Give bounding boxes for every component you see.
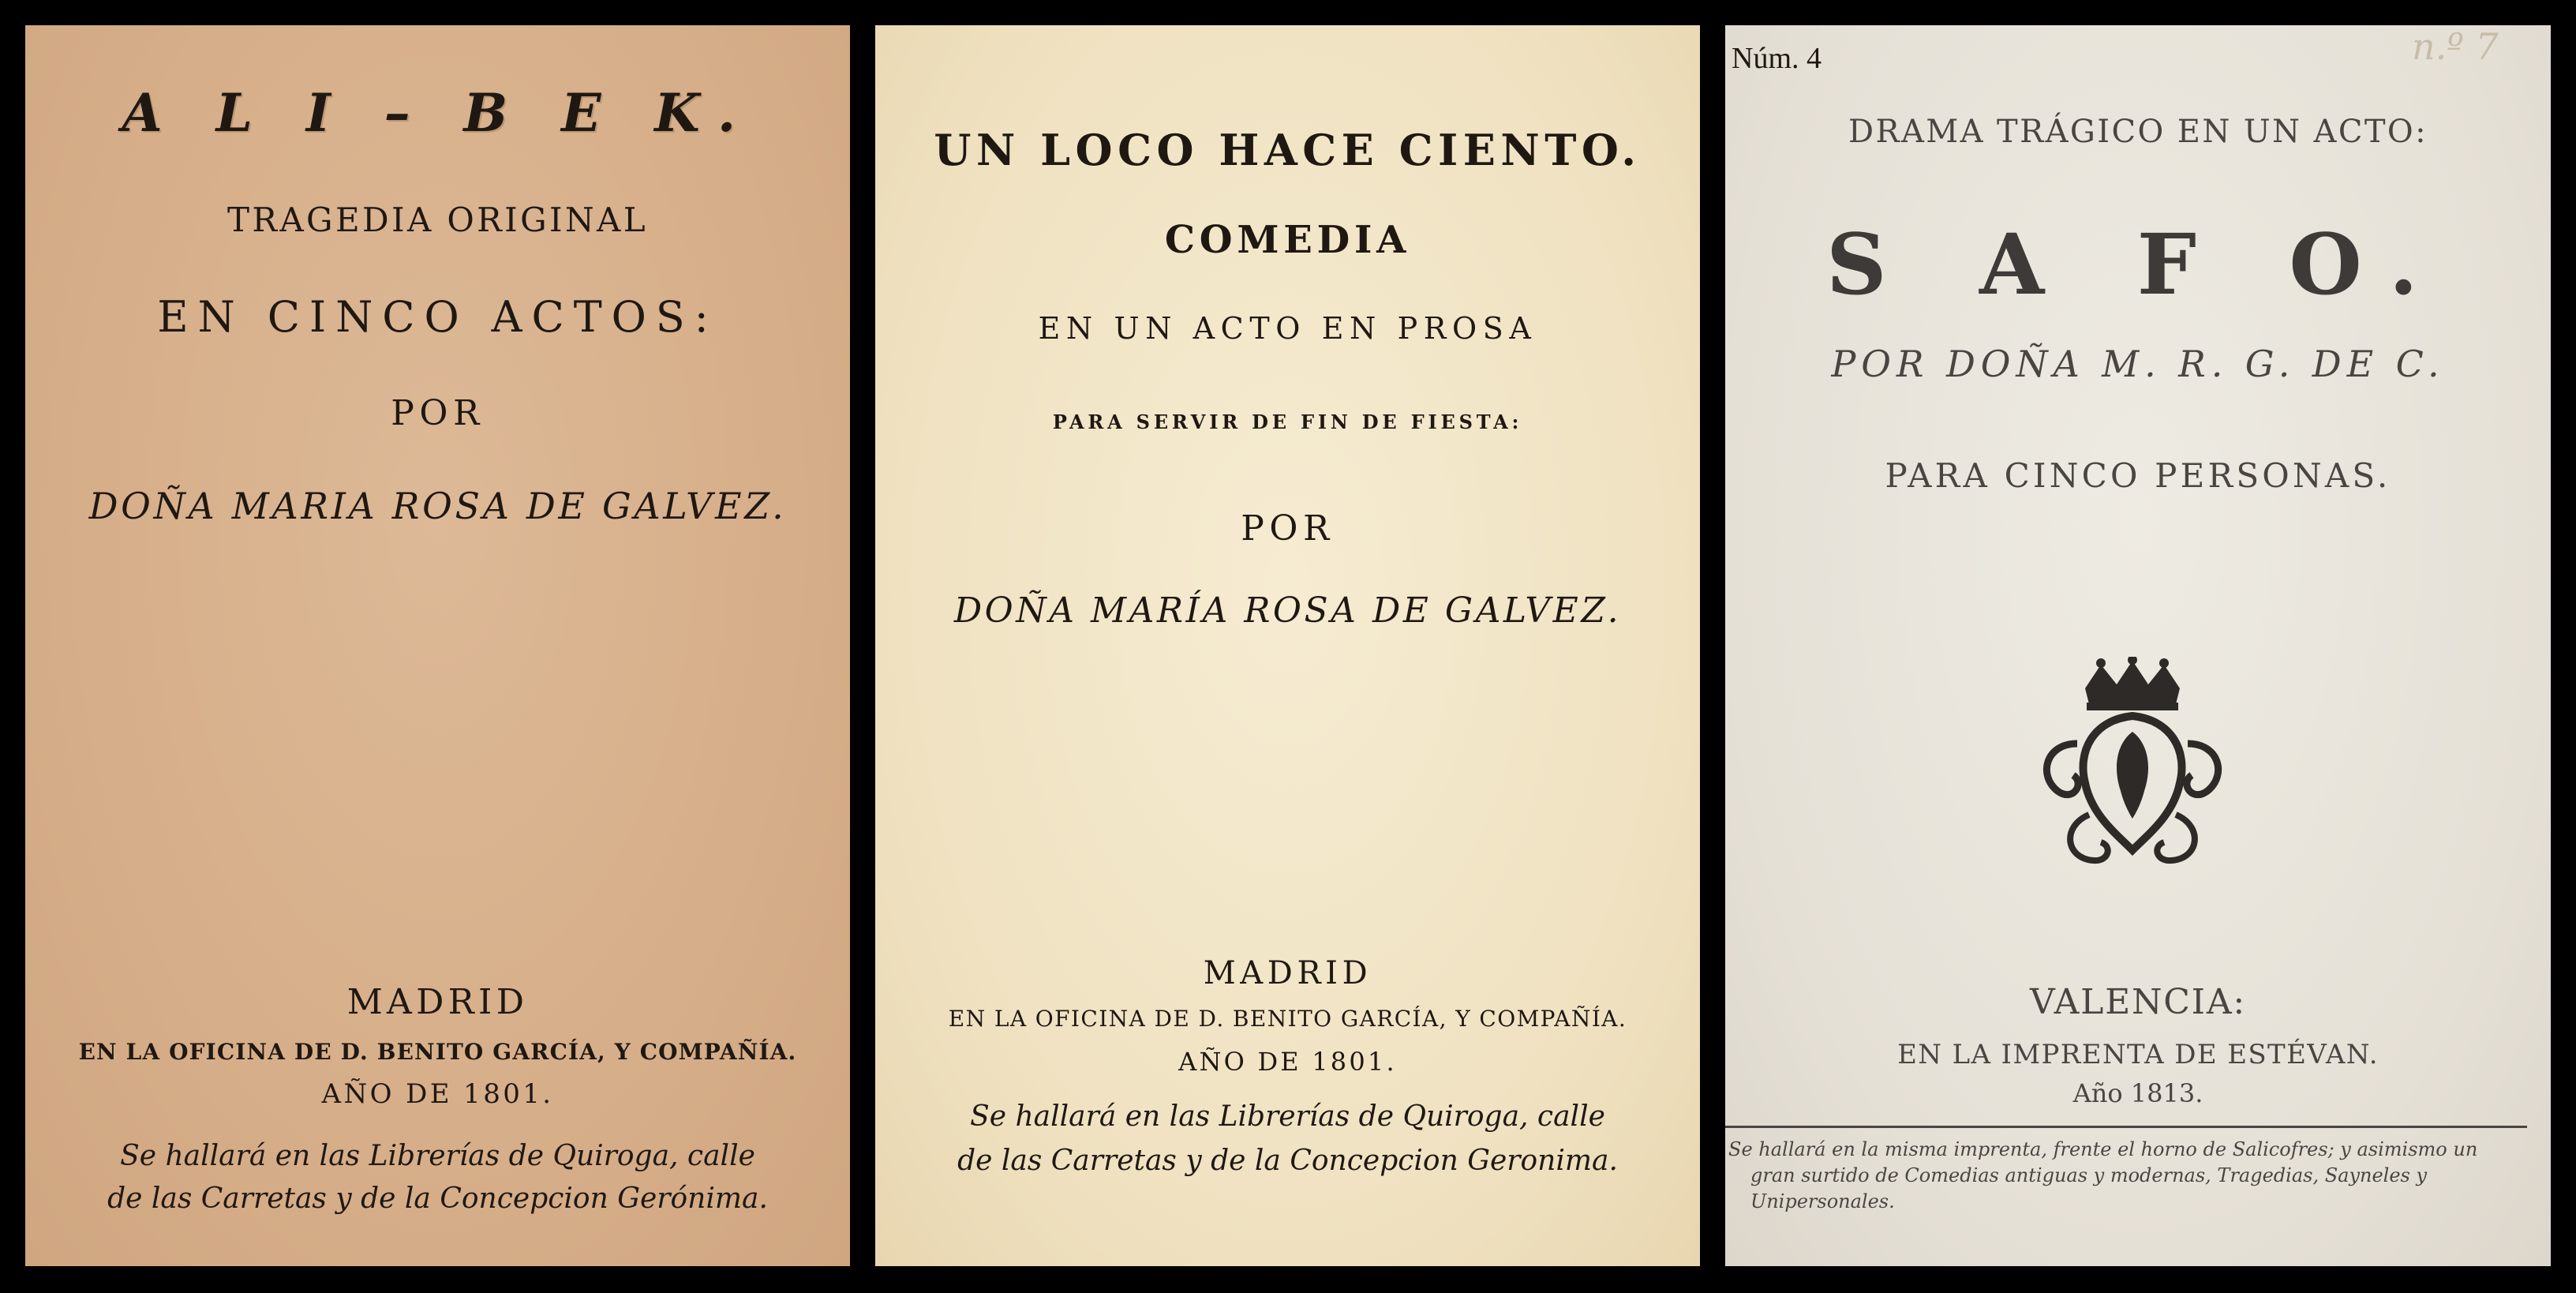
author-name: POR DOÑA M. R. G. DE C.: [1831, 343, 2445, 385]
sale-note-line-2: gran surtido de Comedias antiguas y modernas, Tragedias, Sayneles y: [1750, 1164, 2428, 1186]
imprint-city: MADRID: [1203, 955, 1372, 991]
purpose-line: PARA SERVIR DE FIN DE FIESTA:: [1052, 410, 1523, 433]
page-title: UN LOCO HACE CIENTO.: [934, 125, 1642, 175]
cast-line: PARA CINCO PERSONAS.: [1885, 456, 2391, 495]
page-title: A L I – B E K.: [122, 82, 754, 144]
sale-note: [1728, 1137, 2535, 1215]
sale-note-line-1: Se hallará en las Librerías de Quiroga, calle: [970, 1100, 1605, 1133]
by-line: POR: [1241, 508, 1335, 549]
by-line: POR: [391, 393, 485, 433]
imprint-year: AÑO DE 1801.: [1178, 1047, 1397, 1077]
title-page-ali-bek: [25, 25, 850, 1266]
imprint-office: EN LA OFICINA DE D. BENITO GARCÍA, Y COMPAÑÍA.: [948, 1006, 1627, 1032]
title-page-safo: [1725, 25, 2551, 1266]
imprint-office: EN LA IMPRENTA DE ESTÉVAN.: [1897, 1039, 2379, 1070]
imprint-year: Año 1813.: [2072, 1078, 2203, 1108]
title-page-un-loco-hace-ciento: [875, 25, 1700, 1266]
page-title: S A F O.: [1825, 215, 2451, 313]
sale-note-line-1: Se hallará en la misma imprenta, frente el horno de Salicofres; y asimismo un: [1728, 1138, 2478, 1160]
author-name: DOÑA MARIA ROSA DE GALVEZ.: [88, 485, 787, 527]
sale-note-line-3: Unipersonales.: [1750, 1190, 1895, 1212]
acts-line: EN CINCO ACTOS:: [157, 292, 718, 342]
genre-line: COMEDIA: [1164, 218, 1411, 262]
drama-line: DRAMA TRÁGICO EN UN ACTO:: [1848, 114, 2428, 150]
sale-note-line-1: Se hallará en las Librerías de Quiroga, calle: [120, 1140, 755, 1172]
imprint-office: EN LA OFICINA DE D. BENITO GARCÍA, Y COMPAÑÍA.: [78, 1039, 797, 1065]
form-line: EN UN ACTO EN PROSA: [1038, 311, 1537, 346]
imprint-year: AÑO DE 1801.: [321, 1078, 554, 1110]
author-name: DOÑA MARÍA ROSA DE GALVEZ.: [953, 590, 1622, 631]
page-subtitle: TRAGEDIA ORIGINAL: [227, 201, 648, 239]
imprint-city: VALENCIA:: [2030, 982, 2246, 1022]
divider-rule: [1725, 1126, 2527, 1128]
sale-note-line-2: de las Carretas y de la Concepcion Geronima.: [957, 1145, 1618, 1177]
issue-number: Núm. 4: [1732, 42, 1822, 75]
printer-crest-icon: [2030, 657, 2235, 870]
sale-note-line-2: de las Carretas y de la Concepcion Gerónima.: [107, 1182, 768, 1215]
imprint-city: MADRID: [346, 982, 529, 1022]
handwritten-mark: n.º 7: [2412, 25, 2499, 68]
